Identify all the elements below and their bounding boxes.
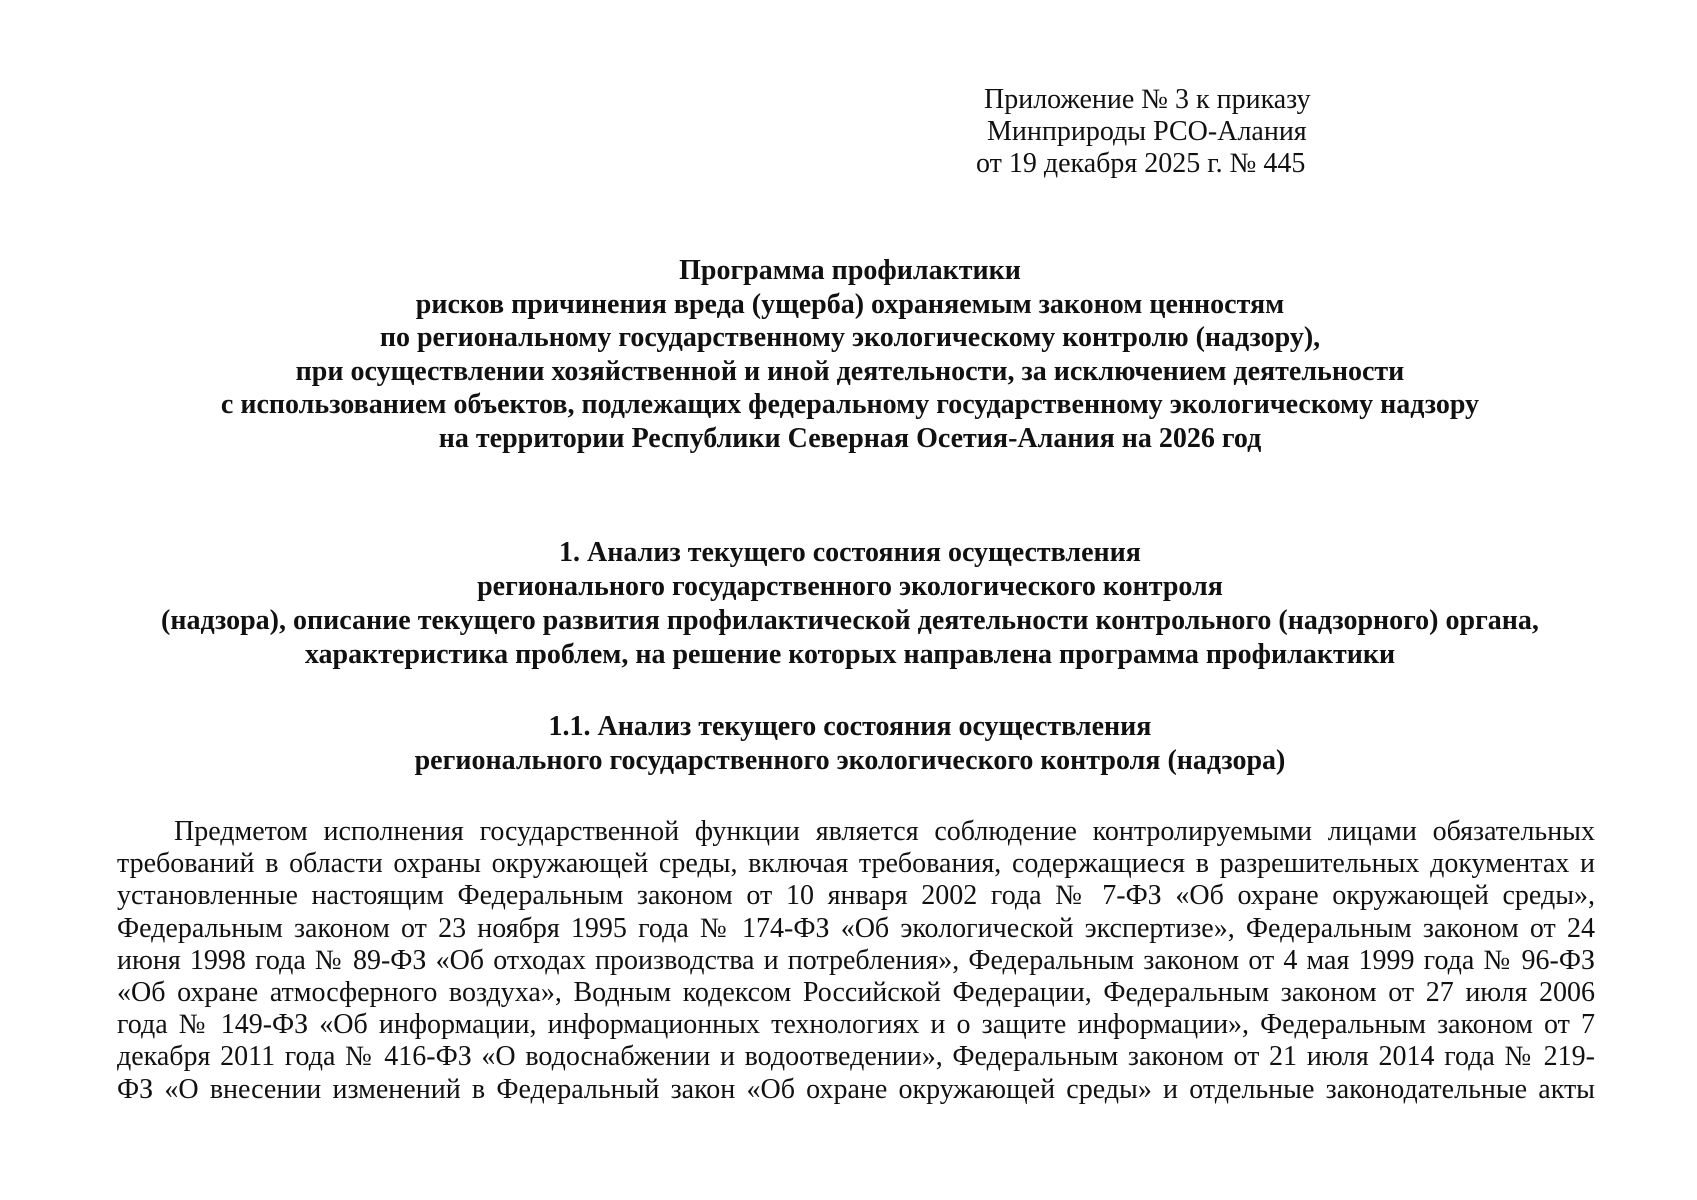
appendix-header bbox=[960, 84, 1320, 180]
document-title bbox=[100, 254, 1600, 455]
section-heading-line: 1.1. Анализ текущего состояния осуществления bbox=[548, 711, 1152, 742]
paragraph-line: Федеральным законом от 23 ноября 1995 года № 174-ФЗ «Об экологической экспертизе», Федеральным законом от 24 bbox=[117, 912, 1595, 944]
section-heading-line: регионального государственного экологического контроля bbox=[477, 571, 1223, 602]
body-paragraph bbox=[117, 816, 1595, 1106]
paragraph-line: установленные настоящим Федеральным законом от 10 января 2002 года № 7-ФЗ «Об охране окружающей среды», bbox=[117, 880, 1595, 912]
section-1-heading bbox=[100, 536, 1600, 672]
appendix-line: от 19 декабря 2025 г. № 445 bbox=[976, 148, 1306, 179]
section-heading-line: 1. Анализ текущего состояния осуществления bbox=[559, 537, 1141, 568]
title-line: по региональному государственному экологическому контролю (надзору), bbox=[379, 322, 1321, 353]
section-heading-line: характеристика проблем, на решение которых направлена программа профилактики bbox=[304, 639, 1396, 670]
paragraph-line: «Об охране атмосферного воздуха», Водным кодексом Российской Федерации, Федеральным законом от 27 июля 2006 bbox=[117, 976, 1595, 1008]
paragraph-line: Предметом исполнения государственной функции является соблюдение контролируемыми лицами обязательных bbox=[174, 816, 1595, 847]
paragraph-line: декабря 2011 года № 416-ФЗ «О водоснабжении и водоотведении», Федеральным законом от 21 июля 2014 года № 219- bbox=[117, 1041, 1595, 1073]
title-line: с использованием объектов, подлежащих федеральному государственному экологическому надзору bbox=[220, 389, 1480, 420]
paragraph-line: июня 1998 года № 89-ФЗ «Об отходах производства и потребления», Федеральным законом от 4 мая 1999 года № 96-ФЗ bbox=[117, 944, 1595, 976]
appendix-line: Минприроды РСО-Алания bbox=[987, 116, 1307, 147]
paragraph-line: требований в области охраны окружающей среды, включая требования, содержащиеся в разрешительных документах и bbox=[117, 848, 1595, 880]
title-line: на территории Республики Северная Осетия-Алания на 2026 год bbox=[438, 422, 1262, 454]
title-line: при осуществлении хозяйственной и иной деятельности, за исключением деятельности bbox=[295, 355, 1405, 387]
section-heading-line: (надзора), описание текущего развития профилактической деятельности контрольного (надзорного) органа, bbox=[161, 605, 1539, 636]
paragraph-line: года № 149-ФЗ «Об информации, информационных технологиях и о защите информации», Федеральным законом от 7 bbox=[117, 1009, 1595, 1041]
section-heading-line: регионального государственного экологического контроля (надзора) bbox=[414, 745, 1286, 776]
section-1-1-heading bbox=[100, 710, 1600, 778]
title-line: рисков причинения вреда (ущерба) охраняемым законом ценностям bbox=[415, 288, 1285, 320]
paragraph-line: ФЗ «О внесении изменений в Федеральный закон «Об охране окружающей среды» и отдельные законодательные акты bbox=[117, 1073, 1595, 1105]
appendix-line: Приложение № 3 к приказу bbox=[984, 84, 1311, 115]
title-line: Программа профилактики bbox=[679, 255, 1021, 286]
